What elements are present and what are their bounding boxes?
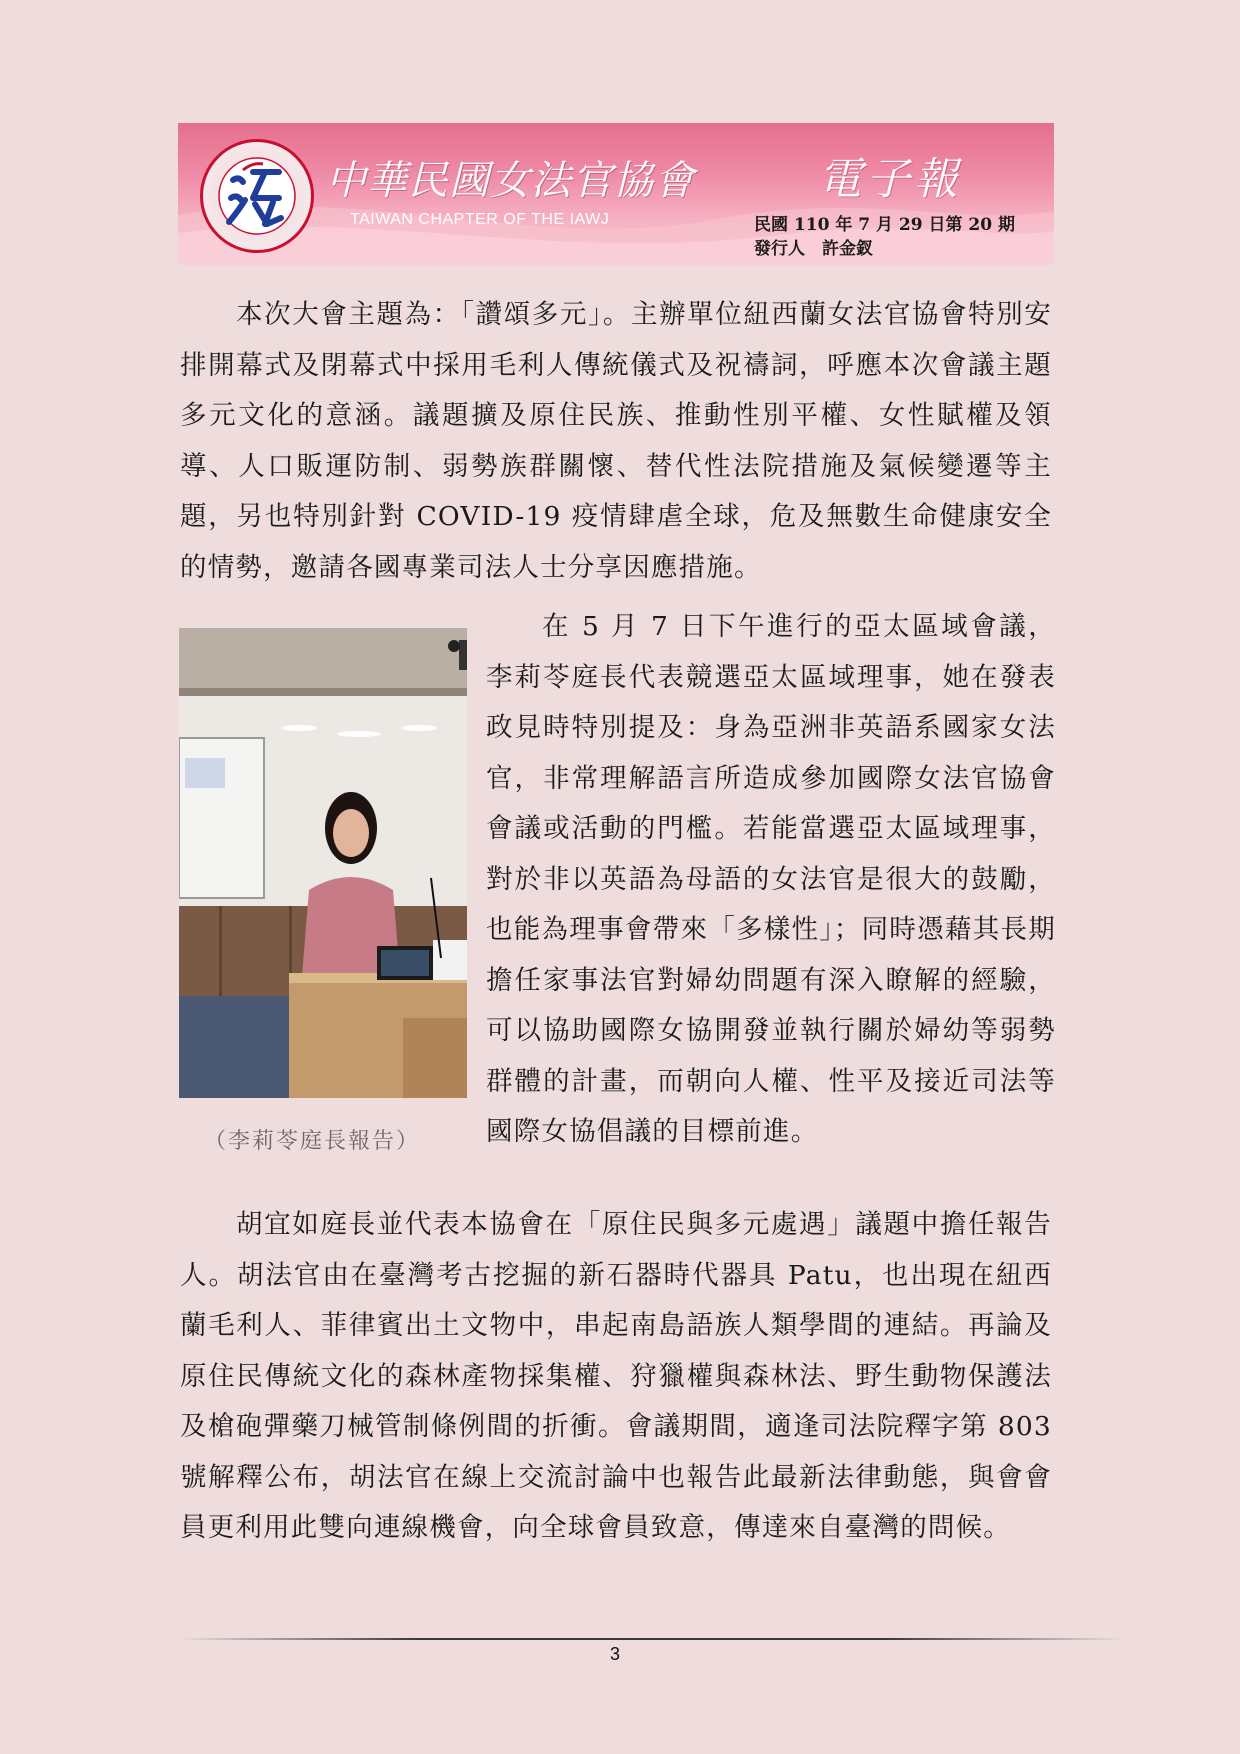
issue-info: [754, 213, 1015, 261]
issue-date-number: 民國 110 年 7 月 29 日第 20 期: [754, 215, 1015, 235]
article-paragraph-3: 胡宜如庭長並代表本協會在「原住民與多元處遇」議題中擔任報告人。胡法官由在臺灣考古挖掘的新石器時代器具 Patu，也出現在紐西蘭毛利人、菲律賓出土文物中，串起南島語族人類學間的連結。再論及原住民傳統文化的森林產物採集權、狩獵權與森林法、野生動物保護法及槍砲彈藥刀械管制條例間的折衝。會議期間，適逢司法院釋字第 803 號解釋公布，胡法官在線上交流討論中也報告此最新法律動態，與會會員更利用此雙向連線機會，向全球會員致意，傳達來自臺灣的問候。: [180, 1209, 1052, 1543]
iawj-seal-logo-icon: [200, 139, 314, 253]
footer-divider: [180, 1638, 1124, 1640]
article-photo: [179, 628, 467, 1098]
article-paragraph-1: 本次大會主題為：「讚頌多元」。主辦單位紐西蘭女法官協會特別安排開幕式及閉幕式中採用毛利人傳統儀式及祝禱詞，呼應本次會議主題多元文化的意涵。議題擴及原住民族、推動性別平權、女性賦權及領導、人口販運防制、弱勢族群關懷、替代性法院措施及氣候變遷等主題，另也特別針對 COVID-19 疫情肆虐全球，危及無數生命健康安全的情勢，邀請各國專業司法人士分享因應措施。: [180, 299, 1052, 583]
newsletter-header-banner: [178, 123, 1054, 265]
organization-name-chinese: 中華民國女法官協會: [326, 158, 695, 204]
publication-title: 電子報: [818, 154, 962, 205]
photo-caption: （李莉苓庭長報告）: [204, 1129, 421, 1154]
article-paragraph-2: 在 5 月 7 日下午進行的亞太區域會議，李莉苓庭長代表競選亞太區域理事，她在發表政見時特別提及：身為亞洲非英語系國家女法官，非常理解語言所造成參加國際女法官協會會議或活動的門檻。若能當選亞太區域理事，對於非以英語為母語的女法官是很大的鼓勵，也能為理事會帶來「多樣性」；同時憑藉其長期擔任家事法官對婦幼問題有深入瞭解的經驗，可以協助國際女協開發並執行關於婦幼等弱勢群體的計畫，而朝向人權、性平及接近司法等國際女協倡議的目標前進。: [486, 611, 1056, 1147]
organization-name-english: TAIWAN CHAPTER OF THE IAWJ: [350, 211, 610, 228]
publisher: 發行人 許金釵: [754, 239, 873, 259]
page-number: 3: [609, 1644, 620, 1664]
